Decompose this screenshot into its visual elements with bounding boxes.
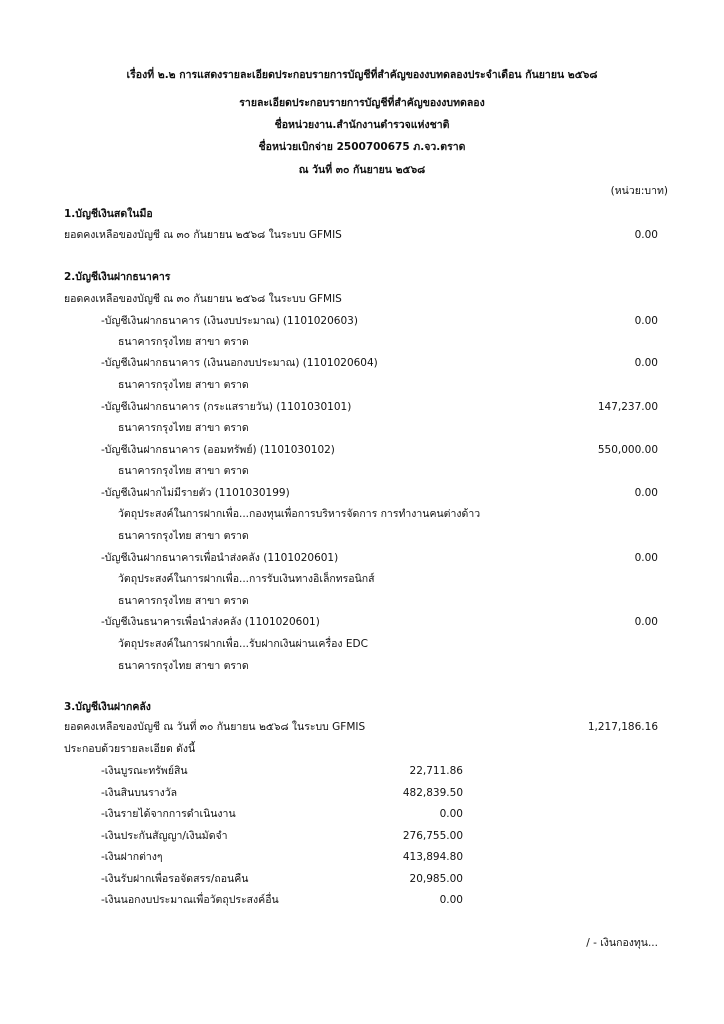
fund-item-label: -เงินรับฝากเพื่อรอจัดสรร/ถอนคืน (101, 873, 249, 885)
account-bank: ธนาคารกรุงไทย สาขา ตราด (118, 660, 249, 672)
account-purpose: วัตถุประสงค์ในการฝากเพื่อ...รับฝากเงินผ่านเครื่อง EDC (118, 638, 368, 650)
section2-title: 2.บัญชีเงินฝากธนาคาร (64, 271, 171, 283)
section1-balance-label: ยอดคงเหลือของบัญชี ณ ๓๐ กันยายน ๒๕๖๘ ในระบบ GFMIS (64, 229, 342, 241)
fund-item-label: -เงินนอกงบประมาณเพื่อวัตถุประสงค์อื่น (101, 894, 279, 906)
account-name: -บัญชีเงินฝากไม่มีรายตัว (1101030199) (101, 487, 290, 499)
section1-balance-value: 0.00 (634, 229, 658, 241)
account-value: 0.00 (634, 616, 658, 628)
account-value: 550,000.00 (597, 444, 658, 456)
section3-detail-label: ประกอบด้วยรายละเอียด ดังนี้ (64, 743, 196, 755)
unit-label: (หน่วย:บาท) (610, 185, 668, 197)
account-bank: ธนาคารกรุงไทย สาขา ตราด (118, 422, 249, 434)
account-bank: ธนาคารกรุงไทย สาขา ตราด (118, 336, 249, 348)
fund-item-value: 276,755.00 (402, 830, 463, 842)
account-name: -บัญชีเงินฝากธนาคาร (เงินงบประมาณ) (1101020603) (101, 315, 358, 327)
section1-title: 1.บัญชีเงินสดในมือ (64, 208, 153, 220)
agency-name: ชื่อหน่วยงาน.สำนักงานตำรวจแห่งชาติ (274, 119, 450, 131)
account-value: 0.00 (634, 357, 658, 369)
fund-item-label: -เงินฝากต่างๆ (101, 851, 163, 863)
fund-item-label: -เงินบูรณะทรัพย์สิน (101, 765, 188, 777)
account-purpose: วัตถุประสงค์ในการฝากเพื่อ...กองทุนเพื่อการบริหารจัดการ การทำงานคนต่างด้าว (118, 508, 481, 520)
as-of-date: ณ วันที่ ๓๐ กันยายน ๒๕๖๘ (298, 164, 426, 176)
account-name: -บัญชีเงินฝากธนาคาร (เงินนอกงบประมาณ) (1101020604) (101, 357, 378, 369)
account-value: 0.00 (634, 552, 658, 564)
account-name: -บัญชีเงินฝากธนาคาร (ออมทรัพย์) (1101030102) (101, 444, 335, 456)
fund-item-value: 413,894.80 (402, 851, 463, 863)
section2-balance-label: ยอดคงเหลือของบัญชี ณ ๓๐ กันยายน ๒๕๖๘ ในระบบ GFMIS (64, 293, 342, 305)
account-bank: ธนาคารกรุงไทย สาขา ตราด (118, 530, 249, 542)
account-value: 0.00 (634, 315, 658, 327)
fund-item-value: 482,839.50 (402, 787, 463, 799)
section3-title: 3.บัญชีเงินฝากคลัง (64, 701, 151, 713)
doc-subtitle: รายละเอียดประกอบรายการบัญชีที่สำคัญของงบทดลอง (239, 97, 485, 109)
disbursement-unit: ชื่อหน่วยเบิกจ่าย 2500700675 ภ.จว.ตราด (258, 141, 466, 153)
doc-title: เรื่องที่ ๒.๒ การแสดงรายละเอียดประกอบรายการบัญชีที่สำคัญของงบทดลองประจำเดือน กันยายน ๒๕๖๘ (126, 69, 598, 81)
fund-item-label: -เงินสินบนรางวัล (101, 787, 178, 799)
account-name: -บัญชีเงินธนาคารเพื่อนำส่งคลัง (1101020601) (101, 616, 320, 628)
account-value: 0.00 (634, 487, 658, 499)
account-bank: ธนาคารกรุงไทย สาขา ตราด (118, 379, 249, 391)
section3-balance-label: ยอดคงเหลือของบัญชี ณ วันที่ ๓๐ กันยายน ๒๕๖๘ ในระบบ GFMIS (64, 721, 366, 733)
account-purpose: วัตถุประสงค์ในการฝากเพื่อ...การรับเงินทางอิเล็กทรอนิกส์ (118, 573, 375, 585)
account-value: 147,237.00 (597, 401, 658, 413)
fund-item-label: -เงินประกันสัญญา/เงินมัดจำ (101, 830, 228, 842)
account-bank: ธนาคารกรุงไทย สาขา ตราด (118, 595, 249, 607)
continued-note: / - เงินกองทุน... (586, 937, 658, 949)
account-bank: ธนาคารกรุงไทย สาขา ตราด (118, 465, 249, 477)
account-name: -บัญชีเงินฝากธนาคาร (กระแสรายวัน) (1101030101) (101, 401, 352, 413)
section3-balance-value: 1,217,186.16 (587, 721, 658, 733)
fund-item-label: -เงินรายได้จากการดำเนินงาน (101, 808, 236, 820)
fund-item-value: 0.00 (439, 894, 463, 906)
fund-item-value: 20,985.00 (409, 873, 463, 885)
fund-item-value: 22,711.86 (409, 765, 463, 777)
fund-item-value: 0.00 (439, 808, 463, 820)
account-name: -บัญชีเงินฝากธนาคารเพื่อนำส่งคลัง (1101020601) (101, 552, 339, 564)
